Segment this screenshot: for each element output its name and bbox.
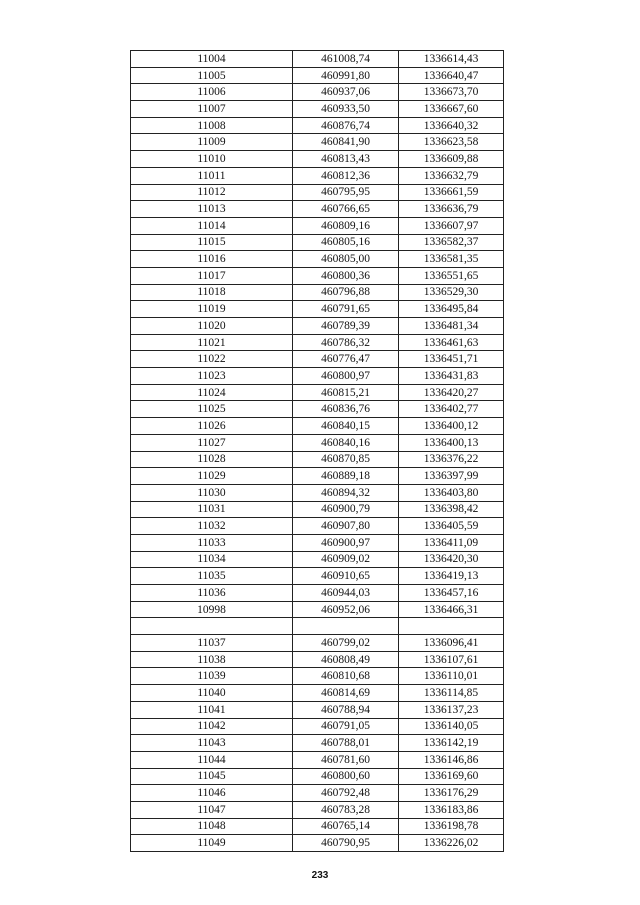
table-row <box>131 284 504 301</box>
y-coordinate-cell: 1336632,79 <box>399 167 504 184</box>
x-coordinate-cell: 460876,74 <box>293 117 399 134</box>
x-coordinate-cell: 460805,16 <box>293 234 399 251</box>
point-id-cell: 11019 <box>131 301 293 318</box>
table-row <box>131 718 504 735</box>
table-row <box>131 518 504 535</box>
table-row <box>131 501 504 518</box>
table-row <box>131 151 504 168</box>
y-coordinate-cell: 1336581,35 <box>399 251 504 268</box>
x-coordinate-cell: 460991,80 <box>293 67 399 84</box>
point-id-cell: 11009 <box>131 134 293 151</box>
y-coordinate-cell: 1336420,27 <box>399 384 504 401</box>
y-coordinate-cell: 1336397,99 <box>399 468 504 485</box>
point-id-cell: 11025 <box>131 401 293 418</box>
x-coordinate-cell: 460889,18 <box>293 468 399 485</box>
y-coordinate-cell: 1336411,09 <box>399 534 504 551</box>
x-coordinate-cell: 460796,88 <box>293 284 399 301</box>
point-id-cell: 11028 <box>131 451 293 468</box>
point-id-cell: 11043 <box>131 735 293 752</box>
table-row <box>131 234 504 251</box>
y-coordinate-cell: 1336419,13 <box>399 568 504 585</box>
table-row <box>131 51 504 68</box>
table-row <box>131 751 504 768</box>
x-coordinate-cell: 460800,60 <box>293 768 399 785</box>
x-coordinate-cell: 460814,69 <box>293 685 399 702</box>
x-coordinate-cell: 460790,95 <box>293 835 399 852</box>
table-row <box>131 801 504 818</box>
point-id-cell: 11021 <box>131 334 293 351</box>
y-coordinate-cell: 1336451,71 <box>399 351 504 368</box>
point-id-cell: 11008 <box>131 117 293 134</box>
page-number: 233 <box>311 870 329 881</box>
point-id-cell: 11029 <box>131 468 293 485</box>
x-coordinate-cell: 460812,36 <box>293 167 399 184</box>
point-id-cell: 11026 <box>131 418 293 435</box>
table-row <box>131 668 504 685</box>
y-coordinate-cell: 1336461,63 <box>399 334 504 351</box>
x-coordinate-cell: 460810,68 <box>293 668 399 685</box>
y-coordinate-cell: 1336457,16 <box>399 585 504 602</box>
y-coordinate-cell: 1336405,59 <box>399 518 504 535</box>
y-coordinate-cell: 1336107,61 <box>399 651 504 668</box>
table-row <box>131 651 504 668</box>
table-row <box>131 451 504 468</box>
x-coordinate-cell: 460840,15 <box>293 418 399 435</box>
y-coordinate-cell <box>399 618 504 635</box>
y-coordinate-cell: 1336114,85 <box>399 685 504 702</box>
x-coordinate-cell: 460800,36 <box>293 267 399 284</box>
table-row <box>131 418 504 435</box>
point-id-cell: 11031 <box>131 501 293 518</box>
table-row <box>131 618 504 635</box>
y-coordinate-cell: 1336607,97 <box>399 217 504 234</box>
point-id-cell: 11016 <box>131 251 293 268</box>
table-row <box>131 835 504 852</box>
x-coordinate-cell: 460909,02 <box>293 551 399 568</box>
table-row <box>131 484 504 501</box>
x-coordinate-cell: 460776,47 <box>293 351 399 368</box>
x-coordinate-cell: 460809,16 <box>293 217 399 234</box>
y-coordinate-cell: 1336495,84 <box>399 301 504 318</box>
point-id-cell: 11004 <box>131 51 293 68</box>
table-row <box>131 551 504 568</box>
y-coordinate-cell: 1336376,22 <box>399 451 504 468</box>
x-coordinate-cell: 460805,00 <box>293 251 399 268</box>
point-id-cell: 11023 <box>131 368 293 385</box>
table-row <box>131 384 504 401</box>
table-row <box>131 368 504 385</box>
x-coordinate-cell: 460789,39 <box>293 318 399 335</box>
point-id-cell: 11013 <box>131 201 293 218</box>
table-row <box>131 351 504 368</box>
point-id-cell: 11041 <box>131 701 293 718</box>
y-coordinate-cell: 1336640,32 <box>399 117 504 134</box>
y-coordinate-cell: 1336176,29 <box>399 785 504 802</box>
x-coordinate-cell: 460786,32 <box>293 334 399 351</box>
x-coordinate-cell: 460792,48 <box>293 785 399 802</box>
table-row <box>131 735 504 752</box>
x-coordinate-cell: 460799,02 <box>293 635 399 652</box>
y-coordinate-cell: 1336140,05 <box>399 718 504 735</box>
table-row <box>131 601 504 618</box>
table-row <box>131 818 504 835</box>
point-id-cell: 11037 <box>131 635 293 652</box>
point-id-cell: 11036 <box>131 585 293 602</box>
x-coordinate-cell: 460910,65 <box>293 568 399 585</box>
table-row <box>131 401 504 418</box>
table-row <box>131 434 504 451</box>
x-coordinate-cell: 460813,43 <box>293 151 399 168</box>
x-coordinate-cell: 460840,16 <box>293 434 399 451</box>
point-id-cell: 11038 <box>131 651 293 668</box>
x-coordinate-cell: 460808,49 <box>293 651 399 668</box>
point-id-cell: 11012 <box>131 184 293 201</box>
y-coordinate-cell: 1336400,13 <box>399 434 504 451</box>
table-row <box>131 585 504 602</box>
table-row <box>131 201 504 218</box>
table-row <box>131 67 504 84</box>
x-coordinate-cell: 460791,05 <box>293 718 399 735</box>
x-coordinate-cell: 460781,60 <box>293 751 399 768</box>
x-coordinate-cell: 460795,95 <box>293 184 399 201</box>
point-id-cell: 11032 <box>131 518 293 535</box>
x-coordinate-cell: 460944,03 <box>293 585 399 602</box>
point-id-cell <box>131 618 293 635</box>
table-row <box>131 468 504 485</box>
table-row <box>131 635 504 652</box>
x-coordinate-cell: 460800,97 <box>293 368 399 385</box>
y-coordinate-cell: 1336551,65 <box>399 267 504 284</box>
y-coordinate-cell: 1336609,88 <box>399 151 504 168</box>
y-coordinate-cell: 1336661,59 <box>399 184 504 201</box>
x-coordinate-cell: 460836,76 <box>293 401 399 418</box>
x-coordinate-cell: 460933,50 <box>293 101 399 118</box>
y-coordinate-cell: 1336529,30 <box>399 284 504 301</box>
y-coordinate-cell: 1336481,34 <box>399 318 504 335</box>
point-id-cell: 11005 <box>131 67 293 84</box>
y-coordinate-cell: 1336110,01 <box>399 668 504 685</box>
point-id-cell: 11024 <box>131 384 293 401</box>
point-id-cell: 11046 <box>131 785 293 802</box>
y-coordinate-cell: 1336226,02 <box>399 835 504 852</box>
y-coordinate-cell: 1336673,70 <box>399 84 504 101</box>
table-row <box>131 184 504 201</box>
point-id-cell: 11035 <box>131 568 293 585</box>
point-id-cell: 11017 <box>131 267 293 284</box>
x-coordinate-cell: 460791,65 <box>293 301 399 318</box>
point-id-cell: 11020 <box>131 318 293 335</box>
point-id-cell: 11015 <box>131 234 293 251</box>
y-coordinate-cell: 1336402,77 <box>399 401 504 418</box>
coordinates-table <box>130 50 504 852</box>
y-coordinate-cell: 1336623,58 <box>399 134 504 151</box>
x-coordinate-cell: 460788,94 <box>293 701 399 718</box>
point-id-cell: 11049 <box>131 835 293 852</box>
point-id-cell: 11018 <box>131 284 293 301</box>
point-id-cell: 11010 <box>131 151 293 168</box>
table-row <box>131 701 504 718</box>
x-coordinate-cell: 460766,65 <box>293 201 399 218</box>
x-coordinate-cell: 460870,85 <box>293 451 399 468</box>
y-coordinate-cell: 1336640,47 <box>399 67 504 84</box>
y-coordinate-cell: 1336169,60 <box>399 768 504 785</box>
point-id-cell: 11042 <box>131 718 293 735</box>
y-coordinate-cell: 1336636,79 <box>399 201 504 218</box>
point-id-cell: 11047 <box>131 801 293 818</box>
y-coordinate-cell: 1336183,86 <box>399 801 504 818</box>
x-coordinate-cell: 460815,21 <box>293 384 399 401</box>
point-id-cell: 11033 <box>131 534 293 551</box>
y-coordinate-cell: 1336614,43 <box>399 51 504 68</box>
table-row <box>131 84 504 101</box>
x-coordinate-cell: 460894,32 <box>293 484 399 501</box>
y-coordinate-cell: 1336431,83 <box>399 368 504 385</box>
point-id-cell: 11044 <box>131 751 293 768</box>
y-coordinate-cell: 1336142,19 <box>399 735 504 752</box>
table-row <box>131 101 504 118</box>
x-coordinate-cell: 460788,01 <box>293 735 399 752</box>
table-row <box>131 334 504 351</box>
y-coordinate-cell: 1336466,31 <box>399 601 504 618</box>
table-row <box>131 217 504 234</box>
table-row <box>131 318 504 335</box>
point-id-cell: 11022 <box>131 351 293 368</box>
y-coordinate-cell: 1336403,80 <box>399 484 504 501</box>
y-coordinate-cell: 1336146,86 <box>399 751 504 768</box>
y-coordinate-cell: 1336398,42 <box>399 501 504 518</box>
table-row <box>131 134 504 151</box>
point-id-cell: 11011 <box>131 167 293 184</box>
x-coordinate-cell: 460900,79 <box>293 501 399 518</box>
point-id-cell: 11014 <box>131 217 293 234</box>
point-id-cell: 11048 <box>131 818 293 835</box>
table-row <box>131 534 504 551</box>
table-row <box>131 267 504 284</box>
table-row <box>131 785 504 802</box>
y-coordinate-cell: 1336137,23 <box>399 701 504 718</box>
point-id-cell: 10998 <box>131 601 293 618</box>
y-coordinate-cell: 1336400,12 <box>399 418 504 435</box>
point-id-cell: 11045 <box>131 768 293 785</box>
x-coordinate-cell: 460937,06 <box>293 84 399 101</box>
y-coordinate-cell: 1336198,78 <box>399 818 504 835</box>
point-id-cell: 11030 <box>131 484 293 501</box>
table-row <box>131 568 504 585</box>
point-id-cell: 11007 <box>131 101 293 118</box>
x-coordinate-cell: 460952,06 <box>293 601 399 618</box>
table-row <box>131 167 504 184</box>
x-coordinate-cell: 460765,14 <box>293 818 399 835</box>
y-coordinate-cell: 1336582,37 <box>399 234 504 251</box>
coordinates-table-body <box>131 51 504 852</box>
y-coordinate-cell: 1336667,60 <box>399 101 504 118</box>
point-id-cell: 11040 <box>131 685 293 702</box>
x-coordinate-cell: 460783,28 <box>293 801 399 818</box>
y-coordinate-cell: 1336420,30 <box>399 551 504 568</box>
point-id-cell: 11039 <box>131 668 293 685</box>
x-coordinate-cell <box>293 618 399 635</box>
point-id-cell: 11034 <box>131 551 293 568</box>
x-coordinate-cell: 461008,74 <box>293 51 399 68</box>
x-coordinate-cell: 460900,97 <box>293 534 399 551</box>
table-row <box>131 251 504 268</box>
y-coordinate-cell: 1336096,41 <box>399 635 504 652</box>
table-row <box>131 301 504 318</box>
point-id-cell: 11027 <box>131 434 293 451</box>
x-coordinate-cell: 460907,80 <box>293 518 399 535</box>
table-row <box>131 768 504 785</box>
table-row <box>131 117 504 134</box>
x-coordinate-cell: 460841,90 <box>293 134 399 151</box>
point-id-cell: 11006 <box>131 84 293 101</box>
table-row <box>131 685 504 702</box>
